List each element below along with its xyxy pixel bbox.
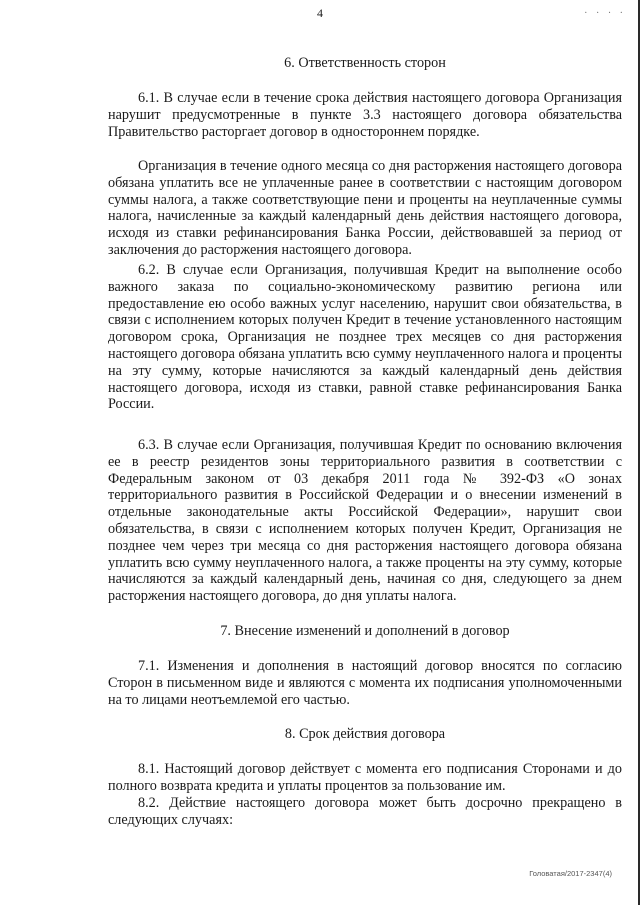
page-number: 4	[317, 6, 323, 20]
corner-scan-mark: · · · ·	[584, 8, 626, 19]
clause-6-2: 6.2. В случае если Организация, получившая Кредит на выполнение особо важного заказа по социально-экономическому развитию региона или предоставление ею особо важных услуг населению, нарушит свои обязательства, в связи с исполнением которых получен Кредит в течение установленного настоящим договором срока, Организация не позднее трех месяцев со дня расторжения настоящего договора обязана уплатить всю сумму неуплаченного налога и проценты на эту сумму, которые начисляются за каждый календарный день действия настоящего договора, исходя из ставки, равной ставке рефинансирования Банка России.	[108, 262, 622, 413]
section-8-heading: 8. Срок действия договора	[284, 726, 446, 742]
clause-8-2: 8.2. Действие настоящего договора может быть досрочно прекращено в следующих случаях:	[108, 795, 622, 828]
clause-6-1: 6.1. В случае если в течение срока действия настоящего договора Организация нарушит предусмотренные в пункте 3.3 настоящего договора обязательства Правительство расторгает договор в одностороннем порядке.	[108, 90, 622, 140]
clause-8-1: 8.1. Настоящий договор действует с момента его подписания Сторонами и до полного возврата кредита и уплаты процентов за пользование им.	[108, 761, 622, 794]
clause-6-1-continued: Организация в течение одного месяца со дня расторжения настоящего договора обязана уплатить все не уплаченные ранее в соответствии с настоящим договором суммы налога, а также соответствующие пени и проценты на неуплаченные суммы налога, начисленные за каждый календарный день действия настоящего договора, исходя из ставки рефинансирования Банка России, действовавшей за период от заключения до расторжения настоящего договора.	[108, 158, 622, 258]
section-7-heading: 7. Внесение изменений и дополнений в договор	[220, 623, 510, 639]
clause-6-3: 6.3. В случае если Организация, получившая Кредит по основанию включения ее в реестр резидентов зоны территориального развития в соответствии с Федеральным законом от 03 декабря 2011 года № 392-ФЗ «О зонах территориального развития в Российской Федерации и о внесении изменений в отдельные законодательные акты Российской Федерации», нарушит свои обязательства, в связи с исполнением которых получен Кредит, Организация не позднее чем через три месяца со дня расторжения настоящего договора обязана уплатить всю сумму неуплаченного налога, а также проценты на эту сумму, которые начисляются за каждый календарный день, начиная со дня, следующего за днем расторжения настоящего договора, до дня уплаты налога.	[108, 437, 622, 605]
section-6-heading: 6. Ответственность сторон	[284, 55, 446, 71]
clause-7-1: 7.1. Изменения и дополнения в настоящий договор вносятся по согласию Сторон в письменном виде и являются с момента их подписания уполномоченными на то лицами неотъемлемой его частью.	[108, 658, 622, 708]
document-reference-code: Головатая/2017-2347(4)	[529, 869, 612, 878]
